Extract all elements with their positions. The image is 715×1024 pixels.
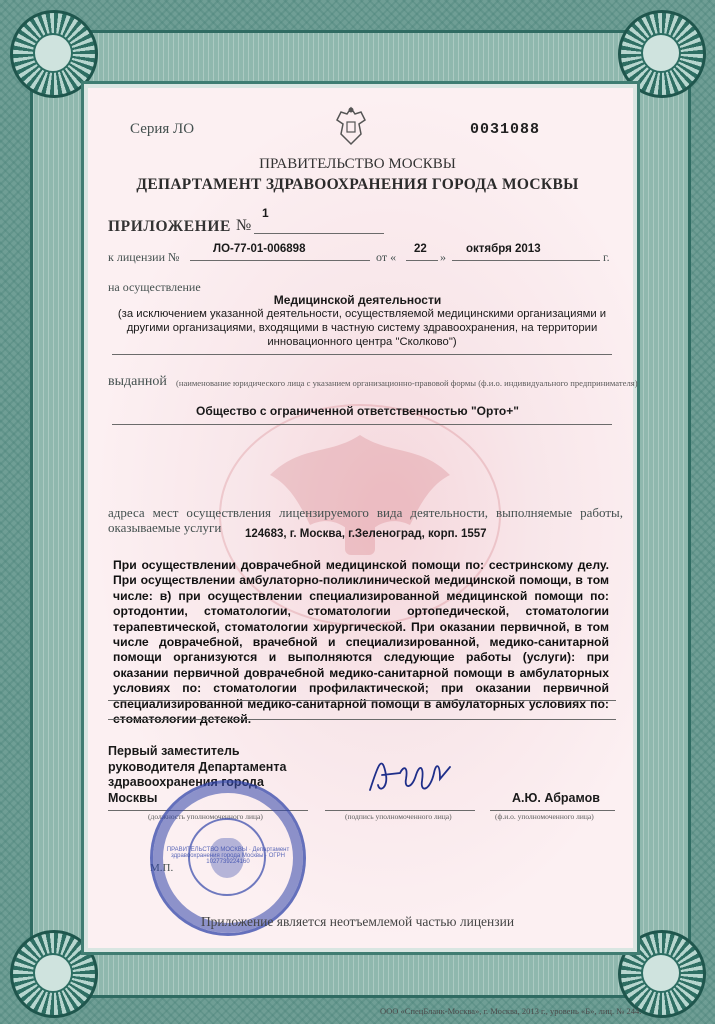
address-value: 124683, г. Москва, г.Зеленоград, корп. 1557: [245, 528, 487, 540]
position-caption: (должность уполномоченного лица): [148, 812, 263, 821]
corner-rosette-top-left: [10, 10, 98, 98]
appendix-number: 1: [262, 206, 269, 220]
license-number-line: [190, 260, 370, 261]
organization-line: [112, 424, 612, 425]
handwritten-signature: [360, 745, 460, 805]
license-day-close: »: [440, 250, 446, 264]
license-day-line: [406, 260, 438, 261]
corner-rosette-bottom-left: [10, 930, 98, 1018]
corner-rosette-top-right: [618, 10, 706, 98]
issued-label: выданной: [108, 374, 167, 389]
activity-label: на осуществление: [108, 280, 201, 294]
license-number: ЛО-77-01-006898: [213, 243, 306, 255]
address-label: адреса мест осуществления лицензируемого вида деятельности, выполняемые работы, оказываемые услуги: [108, 505, 623, 535]
appendix-number-line: [254, 233, 384, 234]
organization-name: Общество с ограниченной ответственностью "Орто+": [196, 404, 519, 418]
appendix-number-sign: №: [236, 217, 252, 234]
services-description: При осуществлении доврачебной медицинской помощи по: сестринскому делу. При осуществлении амбулаторно-поликлинической медицинской помощи, в том числе: в) при осуществлении специализированной медицинской помощи по: ортодонтии, стоматологии, стоматологии ортопедической, стоматологии терапевтической, стоматологии хирургической. При оказании первичной, в том числе доврачебной, врачебной и специализированной, медико-санитарной помощи организуются и выполняются следующие работы (услуги): при оказании первичной доврачебной медико-санитарной помощи в амбулаторных условиях по: стоматологии профилактической; при оказании первичной специализированной медико-санитарной помощи в амбулаторных условиях по: стоматологии детской.: [113, 558, 609, 727]
serial-number: 0031088: [470, 121, 541, 138]
services-end-line: [108, 700, 616, 701]
appendix-label: ПРИЛОЖЕНИЕ: [108, 218, 231, 235]
russian-eagle-icon: [331, 104, 371, 148]
department-title: ДЕПАРТАМЕНТ ЗДРАВООХРАНЕНИЯ ГОРОДА МОСКВЫ: [136, 176, 579, 193]
activity-description: (за исключением указанной деятельности, осуществляемой медицинскими организациями и другими организациями, входящими в частную систему здравоохранения, на территории инновационного центра "Сколково"): [117, 308, 607, 348]
activity-title: Медицинской деятельности: [273, 293, 442, 307]
series-label: Серия ЛО: [130, 121, 195, 137]
issued-caption: (наименование юридического лица с указанием организационно-правовой формы (ф.и.о. индивидуального предпринимателя): [176, 378, 638, 388]
license-prefix: к лицензии №: [108, 250, 180, 264]
name-line: [490, 810, 615, 811]
license-day: 22: [414, 243, 427, 255]
activity-line: [112, 354, 612, 355]
signature-caption: (подпись уполномоченного лица): [345, 812, 452, 821]
signatory-name: А.Ю. Абрамов: [512, 791, 600, 805]
license-month-year: октября 2013: [466, 243, 541, 255]
license-date-line: [452, 260, 600, 261]
signatory-position: Первый заместитель руководителя Департамента здравоохранения города Москвы: [108, 744, 287, 805]
services-closing-line: [108, 719, 616, 720]
signature-line: [325, 810, 475, 811]
seal-place-label: М.П.: [150, 862, 174, 874]
name-caption: (ф.и.о. уполномоченного лица): [495, 812, 594, 821]
government-title: ПРАВИТЕЛЬСТВО МОСКВЫ: [259, 156, 456, 172]
footer-note: Приложение является неотъемлемой частью лицензии: [200, 914, 515, 929]
stamp-text: ПРАВИТЕЛЬСТВО МОСКВЫ · Департамент здравоохранения города Москвы · ОГРН 1027739224160: [166, 847, 290, 865]
license-from-label: от «: [376, 250, 397, 264]
printer-info: ООО «СпецБланк-Москва», г. Москва, 2013 г., уровень «Б», лиц. № 244.: [380, 1006, 642, 1016]
official-stamp: [150, 780, 306, 936]
license-year-suffix: г.: [603, 250, 610, 264]
